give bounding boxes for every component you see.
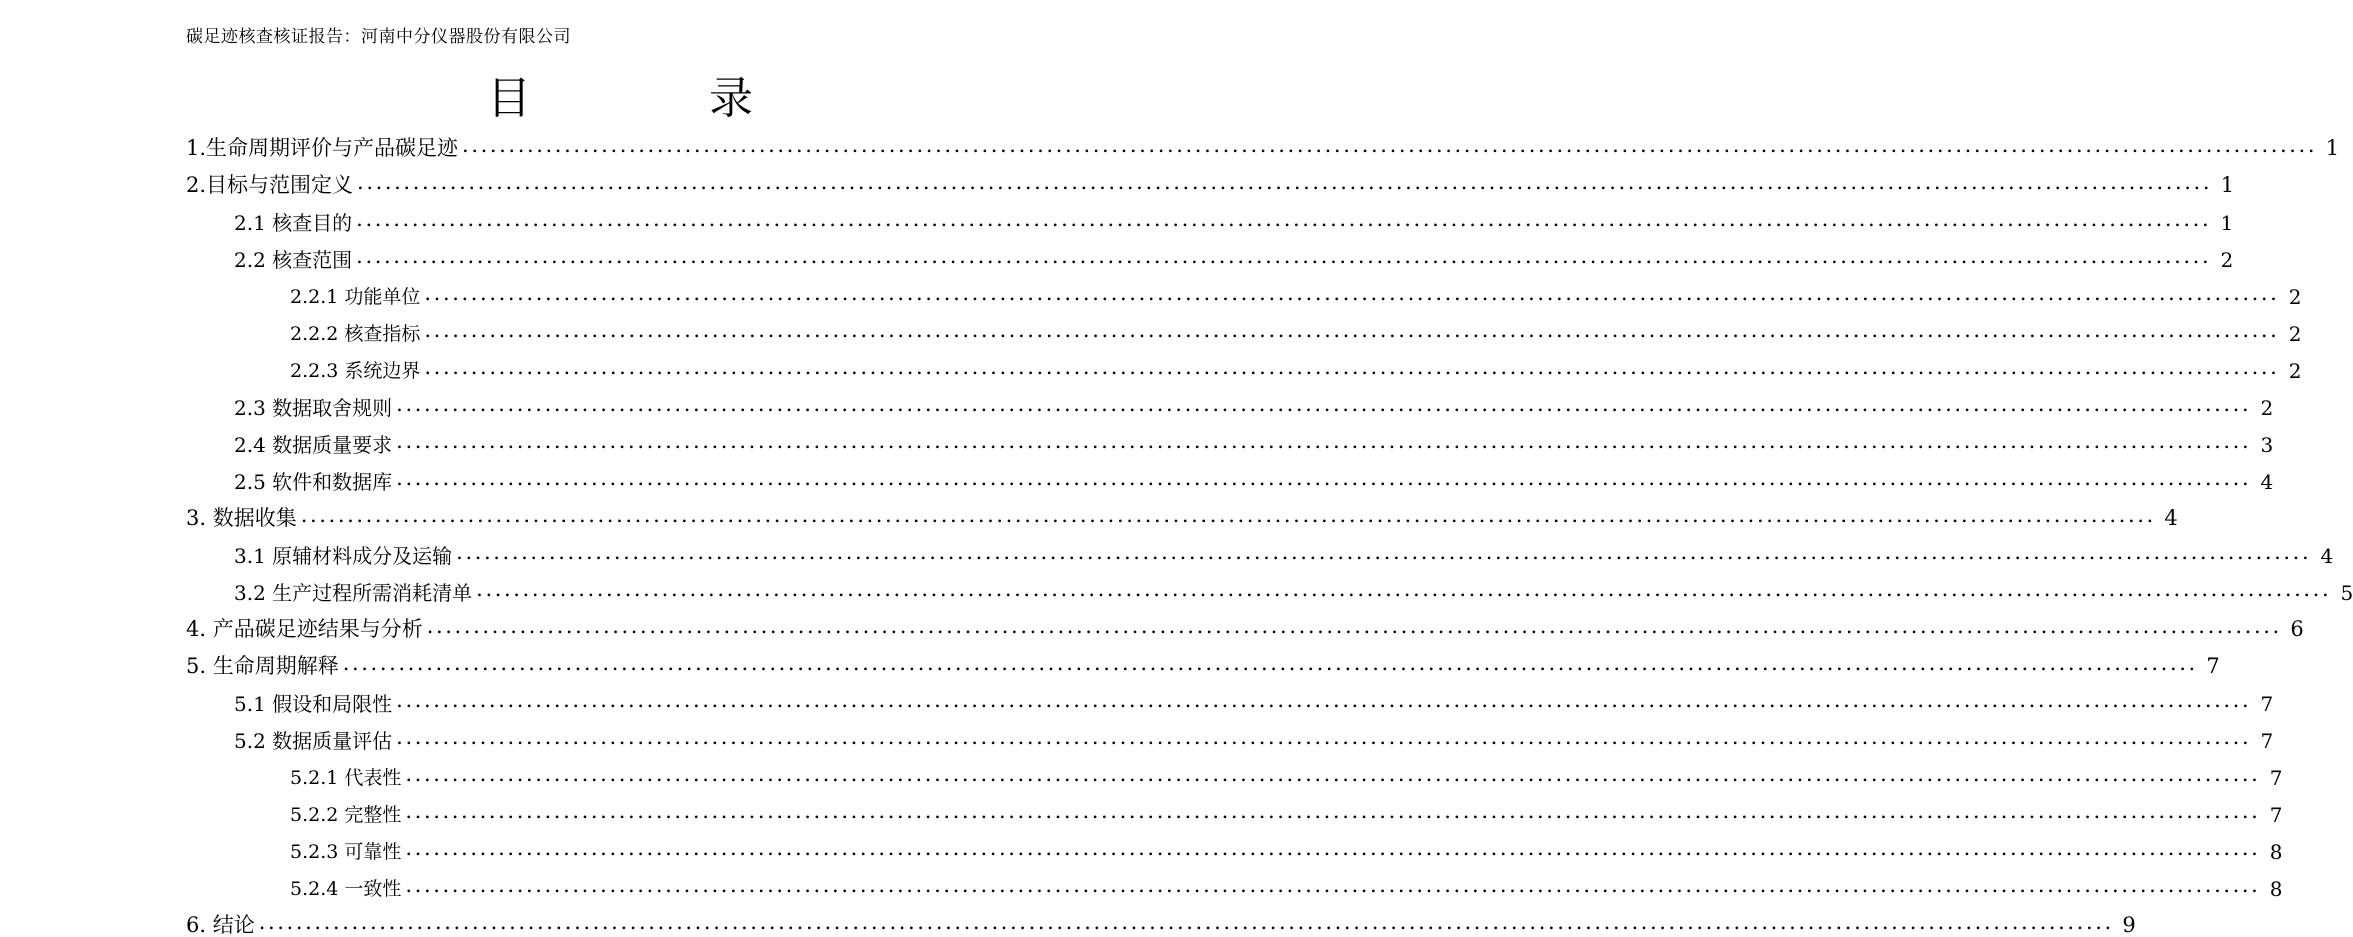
toc-entry[interactable]: [290, 788, 2283, 827]
toc-entry-page-number: 2: [2260, 396, 2274, 420]
toc-entry[interactable]: [290, 344, 2302, 383]
toc-leader-dots: ........................................................................................................................................................................................................: [396, 466, 2252, 490]
toc-entry-label: 5. 生命周期解释: [186, 654, 339, 678]
toc-entry-page-number: 6: [2290, 617, 2304, 641]
toc-entry-label: 3. 数据收集: [186, 506, 297, 530]
toc-entry[interactable]: [290, 862, 2283, 901]
toc-entry-label: 5.1 假设和局限性: [234, 692, 393, 716]
page-header: 碳足迹核查核证报告：河南中分仪器股份有限公司: [186, 27, 571, 47]
toc-leader-dots: ........................................................................................................................................................................................................: [476, 577, 2332, 601]
toc-entry[interactable]: [234, 529, 2334, 568]
toc-entry[interactable]: [186, 492, 2178, 530]
toc-entry[interactable]: [234, 418, 2274, 457]
toc-entry-page-number: 5: [2340, 581, 2353, 605]
toc-entry-page-number: 9: [2122, 913, 2136, 937]
toc-entry-label: 2.5 软件和数据库: [234, 470, 393, 494]
toc-leader-dots: ........................................................................................................................................................................................................: [462, 133, 2318, 157]
toc-entry[interactable]: [290, 270, 2302, 309]
toc-entry-page-number: 2: [2288, 322, 2302, 346]
toc-leader-dots: ........................................................................................................................................................................................................: [342, 651, 2198, 675]
toc-entry-page-number: 7: [2206, 654, 2220, 678]
toc-entry-label: 5.2.3 可靠性: [290, 841, 402, 863]
toc-entry-label: 1.生命周期评价与产品碳足迹: [186, 136, 459, 160]
toc-entry-page-number: 7: [2260, 729, 2274, 753]
toc-entry-page-number: 4: [2260, 470, 2274, 494]
toc-entry-label: 6. 结论: [186, 913, 255, 937]
toc-entry-label: 4. 产品碳足迹结果与分析: [186, 617, 423, 641]
toc-entry[interactable]: [290, 825, 2283, 864]
toc-leader-dots: ........................................................................................................................................................................................................: [300, 503, 2156, 527]
toc-entry-page-number: 1: [2220, 211, 2234, 235]
toc-entry[interactable]: [290, 751, 2283, 790]
toc-entry-page-number: 7: [2269, 766, 2283, 790]
toc-entry-page-number: 8: [2269, 840, 2283, 864]
toc-entry[interactable]: [234, 455, 2274, 494]
toc-entry[interactable]: [186, 159, 2235, 197]
toc-leader-dots: ........................................................................................................................................................................................................: [396, 725, 2252, 749]
toc-entry-page-number: 4: [2320, 544, 2334, 568]
toc-leader-dots: ........................................................................................................................................................................................................: [258, 910, 2114, 934]
toc-leader-dots: ........................................................................................................................................................................................................: [396, 429, 2252, 453]
toc-entry-page-number: 7: [2269, 803, 2283, 827]
toc-entry-label: 2.4 数据质量要求: [234, 433, 393, 457]
toc-leader-dots: ........................................................................................................................................................................................................: [424, 318, 2280, 342]
toc-entry-label: 2.2.1 功能单位: [290, 286, 421, 308]
toc-entry-page-number: 1: [2325, 136, 2340, 160]
toc-entry-page-number: 2: [2220, 248, 2234, 272]
toc-entry[interactable]: [186, 640, 2220, 678]
toc-leader-dots: ........................................................................................................................................................................................................: [357, 170, 2213, 194]
toc-entry-page-number: 8: [2269, 877, 2283, 901]
toc-leader-dots: ........................................................................................................................................................................................................: [405, 873, 2261, 897]
toc-entry[interactable]: [234, 714, 2274, 753]
toc-entry-label: 3.1 原辅材料成分及运输: [234, 544, 453, 568]
toc-leader-dots: ........................................................................................................................................................................................................: [405, 836, 2261, 860]
toc-entry-label: 5.2 数据质量评估: [234, 729, 393, 753]
toc-entry-label: 5.2.1 代表性: [290, 767, 402, 789]
toc-leader-dots: ........................................................................................................................................................................................................: [405, 762, 2261, 786]
page-title: 目 录: [487, 73, 783, 124]
toc-entry-label: 2.2.2 核查指标: [290, 323, 421, 345]
toc-entry-label: 2.1 核查目的: [234, 211, 353, 235]
toc-entry-label: 3.2 生产过程所需消耗清单: [234, 581, 473, 605]
toc-entry[interactable]: [234, 677, 2274, 716]
toc-entry-page-number: 2: [2288, 285, 2302, 309]
toc-entry[interactable]: [234, 566, 2353, 605]
toc-entry-label: 2.2.3 系统边界: [290, 360, 421, 382]
toc-entry-page-number: 1: [2220, 173, 2235, 197]
toc-leader-dots: ........................................................................................................................................................................................................: [356, 207, 2212, 231]
toc-leader-dots: ........................................................................................................................................................................................................: [396, 392, 2252, 416]
toc-leader-dots: ........................................................................................................................................................................................................: [405, 799, 2261, 823]
toc-leader-dots: ........................................................................................................................................................................................................: [424, 355, 2280, 379]
toc-entry[interactable]: [186, 603, 2304, 641]
toc-entry-page-number: 2: [2288, 359, 2302, 383]
toc-entry-label: 2.目标与范围定义: [186, 173, 354, 197]
toc-leader-dots: ........................................................................................................................................................................................................: [356, 244, 2212, 268]
toc-entry-label: 5.2.4 一致性: [290, 878, 402, 900]
toc-leader-dots: ........................................................................................................................................................................................................: [424, 281, 2280, 305]
toc-entry[interactable]: [234, 196, 2234, 235]
toc-entry[interactable]: [290, 307, 2302, 346]
table-of-contents: [186, 122, 2353, 937]
toc-leader-dots: ........................................................................................................................................................................................................: [396, 688, 2252, 712]
toc-entry-label: 2.3 数据取舍规则: [234, 396, 393, 420]
toc-entry[interactable]: [186, 899, 2136, 937]
toc-entry-page-number: 7: [2260, 692, 2274, 716]
toc-leader-dots: ........................................................................................................................................................................................................: [426, 614, 2282, 638]
toc-entry[interactable]: [234, 233, 2234, 272]
toc-leader-dots: ........................................................................................................................................................................................................: [456, 540, 2312, 564]
toc-entry-label: 5.2.2 完整性: [290, 804, 402, 826]
toc-entry-page-number: 4: [2164, 506, 2178, 530]
toc-entry[interactable]: [234, 381, 2274, 420]
toc-entry-page-number: 3: [2260, 433, 2274, 457]
toc-entry[interactable]: [186, 122, 2340, 160]
toc-entry-label: 2.2 核查范围: [234, 248, 353, 272]
